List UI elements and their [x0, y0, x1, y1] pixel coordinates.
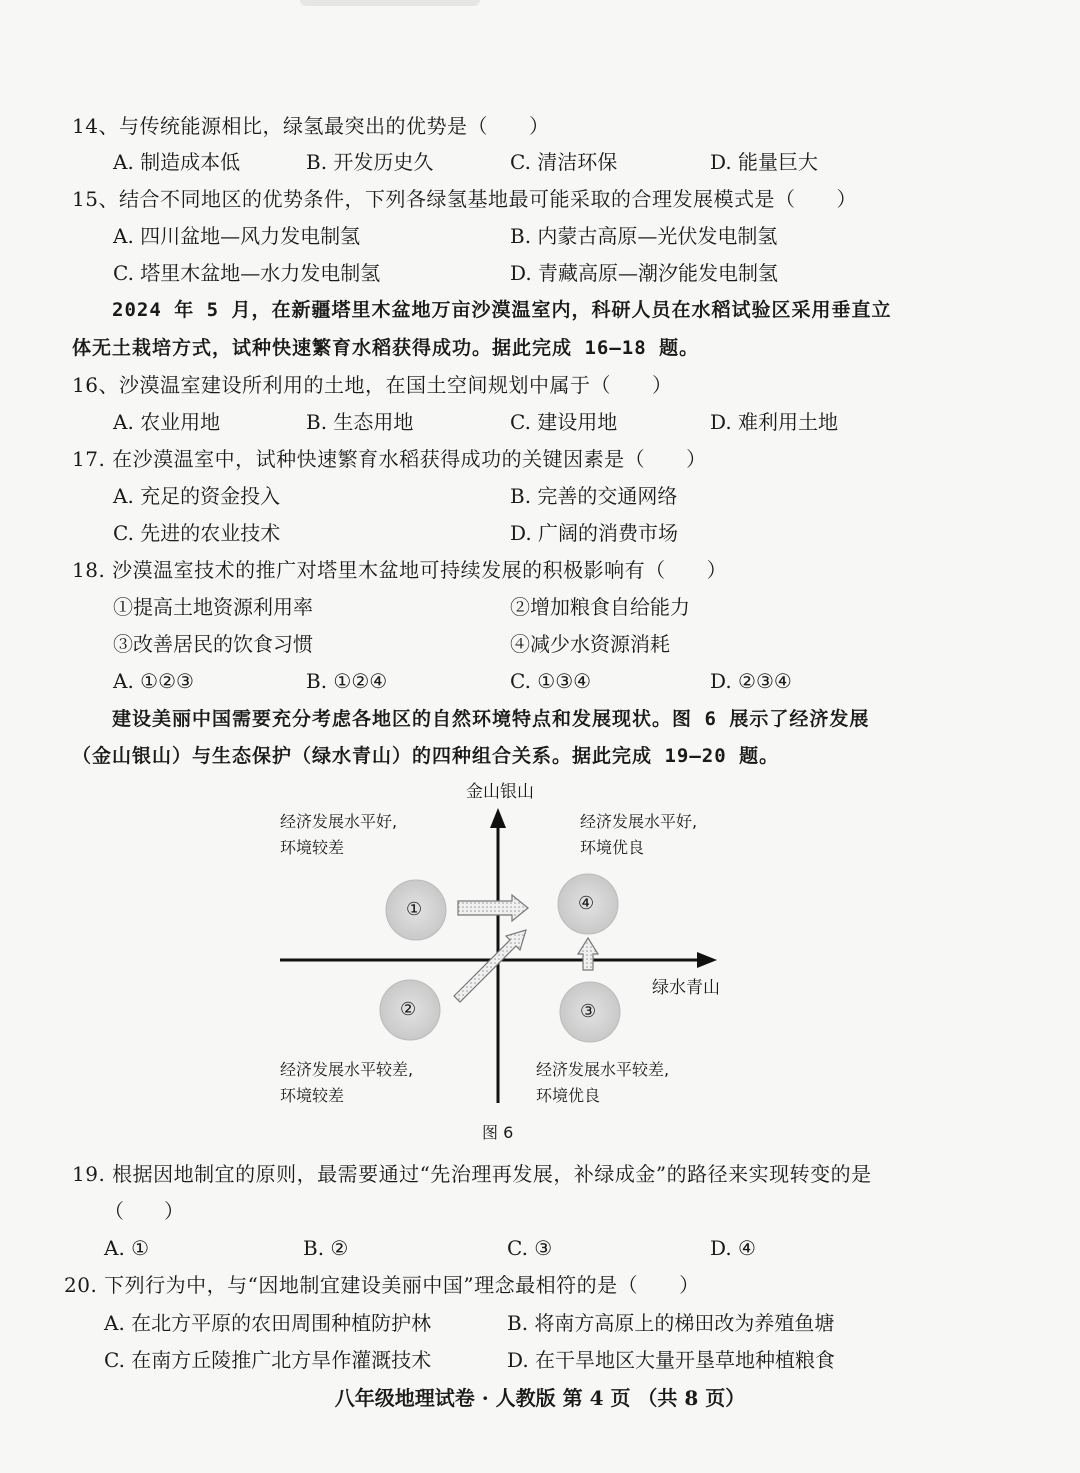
- q18-stem: 18. 沙漠温室技术的推广对塔里木盆地可持续发展的积极影响有（ ）: [72, 558, 728, 582]
- x-axis-label: 绿水青山: [652, 978, 720, 998]
- quadrant-4-label-line2: 环境优良: [580, 838, 645, 857]
- q19-option-a: A. ①: [104, 1236, 150, 1260]
- q19-paren: （ ）: [104, 1199, 184, 1223]
- q15-option-d: D. 青藏高原—潮汐能发电制氢: [510, 261, 779, 285]
- q18-item-3: ③改善居民的饮食习惯: [113, 632, 313, 656]
- q18-option-d: D. ②③④: [710, 669, 792, 693]
- x-axis-arrow: [697, 952, 717, 968]
- q14-option-d: D. 能量巨大: [710, 150, 819, 174]
- q17-stem: 17. 在沙漠温室中，试种快速繁育水稻获得成功的关键因素是（ ）: [72, 447, 707, 471]
- q19-option-c: C. ③: [507, 1236, 553, 1260]
- q16-stem: 16、沙漠温室建设所利用的土地，在国土空间规划中属于（ ）: [72, 373, 673, 397]
- q14-stem: 14、与传统能源相比，绿氢最突出的优势是（ ）: [72, 114, 550, 138]
- q15-option-c: C. 塔里木盆地—水力发电制氢: [113, 261, 381, 285]
- q14-option-b: B. 开发历史久: [306, 150, 434, 174]
- quadrant-1-label-line1: 经济发展水平好,: [280, 812, 398, 831]
- q17-option-c: C. 先进的农业技术: [113, 521, 281, 545]
- q15-option-b: B. 内蒙古高原—光伏发电制氢: [510, 224, 778, 248]
- y-axis-arrow: [490, 808, 506, 828]
- q14-option-a: A. 制造成本低: [113, 150, 241, 174]
- quadrant-4-label-line1: 经济发展水平好,: [580, 812, 698, 831]
- q14-option-c: C. 清洁环保: [510, 150, 618, 174]
- material-16-18-line1: 2024 年 5 月，在新疆塔里木盆地万亩沙漠温室内，科研人员在水稻试验区采用垂直立: [112, 299, 892, 321]
- material-19-20-line1: 建设美丽中国需要充分考虑各地区的自然环境特点和发展现状。图 6 展示了经济发展: [112, 708, 870, 730]
- quadrant-1-label-line2: 环境较差: [280, 838, 345, 857]
- q18-option-b: B. ①②④: [306, 669, 388, 693]
- quadrant-2-label-line2: 环境较差: [280, 1086, 345, 1105]
- material-16-18-line2: 体无土栽培方式，试种快速繁育水稻获得成功。据此完成 16—18 题。: [72, 337, 700, 359]
- q20-option-a: A. 在北方平原的农田周围种植防护林: [104, 1311, 432, 1335]
- q15-stem: 15、结合不同地区的优势条件，下列各绿氢基地最可能采取的合理发展模式是（ ）: [72, 187, 857, 211]
- quadrant-3-label-line2: 环境优良: [536, 1086, 601, 1105]
- q17-option-b: B. 完善的交通网络: [510, 484, 678, 508]
- q18-option-c: C. ①③④: [510, 669, 592, 693]
- circle-2-label: ②: [400, 999, 417, 1020]
- q18-item-1: ①提高土地资源利用率: [113, 595, 313, 619]
- arrow-1-to-4: [458, 895, 528, 921]
- q18-item-4: ④减少水资源消耗: [510, 632, 670, 656]
- q16-option-c: C. 建设用地: [510, 410, 618, 434]
- q16-option-a: A. 农业用地: [113, 410, 221, 434]
- q19-option-b: B. ②: [303, 1236, 349, 1260]
- quadrant-3-label-line1: 经济发展水平较差,: [536, 1060, 670, 1079]
- material-19-20-line2: （金山银山）与生态保护（绿水青山）的四种组合关系。据此完成 19—20 题。: [72, 745, 780, 767]
- q16-option-b: B. 生态用地: [306, 410, 414, 434]
- q20-stem: 20. 下列行为中，与“因地制宜建设美丽中国”理念最相符的是（ ）: [64, 1273, 700, 1297]
- q17-option-a: A. 充足的资金投入: [113, 484, 281, 508]
- figure-6: [270, 778, 740, 1123]
- q19-option-d: D. ④: [710, 1236, 756, 1260]
- q18-option-a: A. ①②③: [113, 669, 194, 693]
- y-axis-label: 金山银山: [466, 782, 534, 802]
- circle-1-label: ①: [406, 899, 423, 920]
- q17-option-d: D. 广阔的消费市场: [510, 521, 679, 545]
- figure-6-caption: 图 6: [482, 1123, 514, 1142]
- arrow-3-to-4: [578, 938, 598, 970]
- circle-4-label: ④: [578, 893, 595, 914]
- q15-option-a: A. 四川盆地—风力发电制氢: [113, 224, 361, 248]
- q20-option-d: D. 在干旱地区大量开垦草地种植粮食: [507, 1348, 836, 1372]
- circle-3-label: ③: [580, 1001, 597, 1022]
- q16-option-d: D. 难利用土地: [710, 410, 839, 434]
- q18-item-2: ②增加粮食自给能力: [510, 595, 690, 619]
- quadrant-2-label-line1: 经济发展水平较差,: [280, 1060, 414, 1079]
- q19-stem: 19. 根据因地制宜的原则，最需要通过“先治理再发展，补绿成金”的路径来实现转变的是: [72, 1162, 872, 1186]
- page-footer: 八年级地理试卷 · 人教版 第 4 页 （共 8 页）: [334, 1386, 746, 1410]
- scan-shadow: [300, 0, 480, 6]
- q20-option-c: C. 在南方丘陵推广北方旱作灌溉技术: [104, 1348, 432, 1372]
- q20-option-b: B. 将南方高原上的梯田改为养殖鱼塘: [507, 1311, 835, 1335]
- arrow-2-to-4: [454, 930, 526, 1002]
